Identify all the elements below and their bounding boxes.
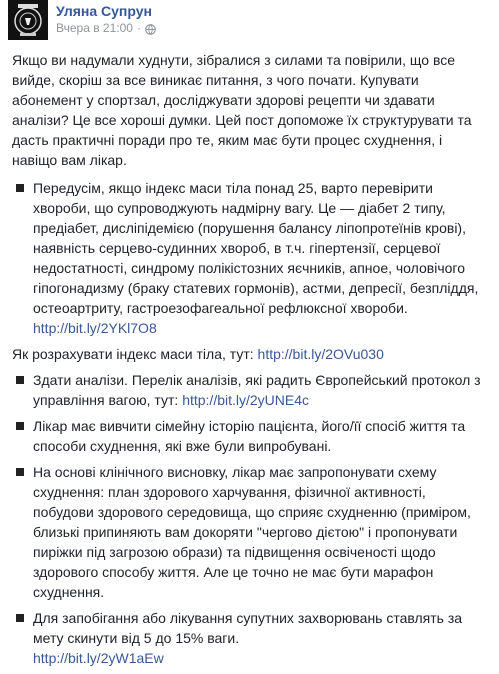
- bullet-icon: [16, 468, 24, 476]
- post-link[interactable]: http://bit.ly/2yW1aEw: [33, 650, 164, 666]
- list-item-text: На основі клінічного висновку, лікар має запропонувати схему схуднення: план здорового харчування, фізичної активності, побудови здорового середовища, що сприяє схудненню (приміром, близькі припиняють вам докоряти "чергово дієтою" і пропонувати пиріжки під загрозою образи) та підвищення освіченості щодо здорового способу життя. Але це точно не має бути марафон схуднення.: [33, 464, 471, 600]
- bullet-icon: [16, 184, 24, 192]
- bmi-paragraph: [12, 344, 490, 364]
- post-link[interactable]: http://bit.ly/2YKl7O8: [33, 320, 157, 336]
- post-body: [12, 50, 490, 674]
- list-item: [12, 608, 490, 668]
- logo-avatar-icon: [8, 0, 48, 40]
- bullet-icon: [16, 614, 24, 622]
- bmi-text: Як розрахувати індекс маси тіла, тут:: [12, 346, 254, 362]
- bullet-icon: [16, 376, 24, 384]
- meta-separator: ·: [136, 21, 141, 35]
- list-item-text: Для запобігання або лікування супутних захворювань ставлять за мету скинути від 5 до 15% ваги.: [33, 610, 463, 646]
- list-item-text: Лікар має вивчити сімейну історію пацієнта, його/її спосіб життя та способи схуднення, які вже були випробувані.: [33, 418, 466, 454]
- post-meta: [56, 20, 156, 36]
- bullet-icon: [16, 422, 24, 430]
- list-item: [12, 178, 490, 338]
- post-intro: Якщо ви надумали худнути, зібралися з силами та повірили, що все вийде, скоріш за все виникає питання, з чого почати. Купувати абонемент у спортзал, досліджувати здорові рецепти чи здавати аналізи? Це все хороші думки. Цей пост допоможе їх структурувати та дасть практичні поради про те, яким має бути процес схуднення, і навіщо вам лікар.: [12, 52, 472, 168]
- post-timestamp[interactable]: Вчера в 21:00: [56, 21, 133, 35]
- globe-icon[interactable]: [145, 23, 156, 34]
- post-link[interactable]: http://bit.ly/2yUNE4c: [182, 392, 310, 408]
- bmi-link[interactable]: http://bit.ly/2OVu030: [257, 346, 384, 362]
- list-item-text: Передусім, якщо індекс маси тіла понад 25, варто перевірити хвороби, що супроводжують надмірну вагу. Це — діабет 2 типу, предіабет, дисліпідемією (порушення балансу ліпопротеїнів крові), наявність серцево-судинних хвороб, в т.ч. гіпертензії, серцевої недостатності, синдрому полікістозних яєчників, апное, чоловічого гіпогонадизму (браку статевих гормонів), астми, депресії, безпліддя, остеоартриту, гастроезофагеальної рефлюксної хвороби.: [33, 180, 479, 316]
- list-item-text: Здати аналізи. Перелік аналізів, які радить Європейський протокол з управління вагою, тут:: [33, 372, 481, 408]
- list-item: [12, 462, 490, 602]
- list-item: [12, 370, 490, 410]
- list-item: [12, 416, 490, 456]
- post-header: [8, 0, 156, 40]
- author-avatar[interactable]: [8, 0, 48, 40]
- author-name[interactable]: Уляна Супрун: [56, 3, 152, 19]
